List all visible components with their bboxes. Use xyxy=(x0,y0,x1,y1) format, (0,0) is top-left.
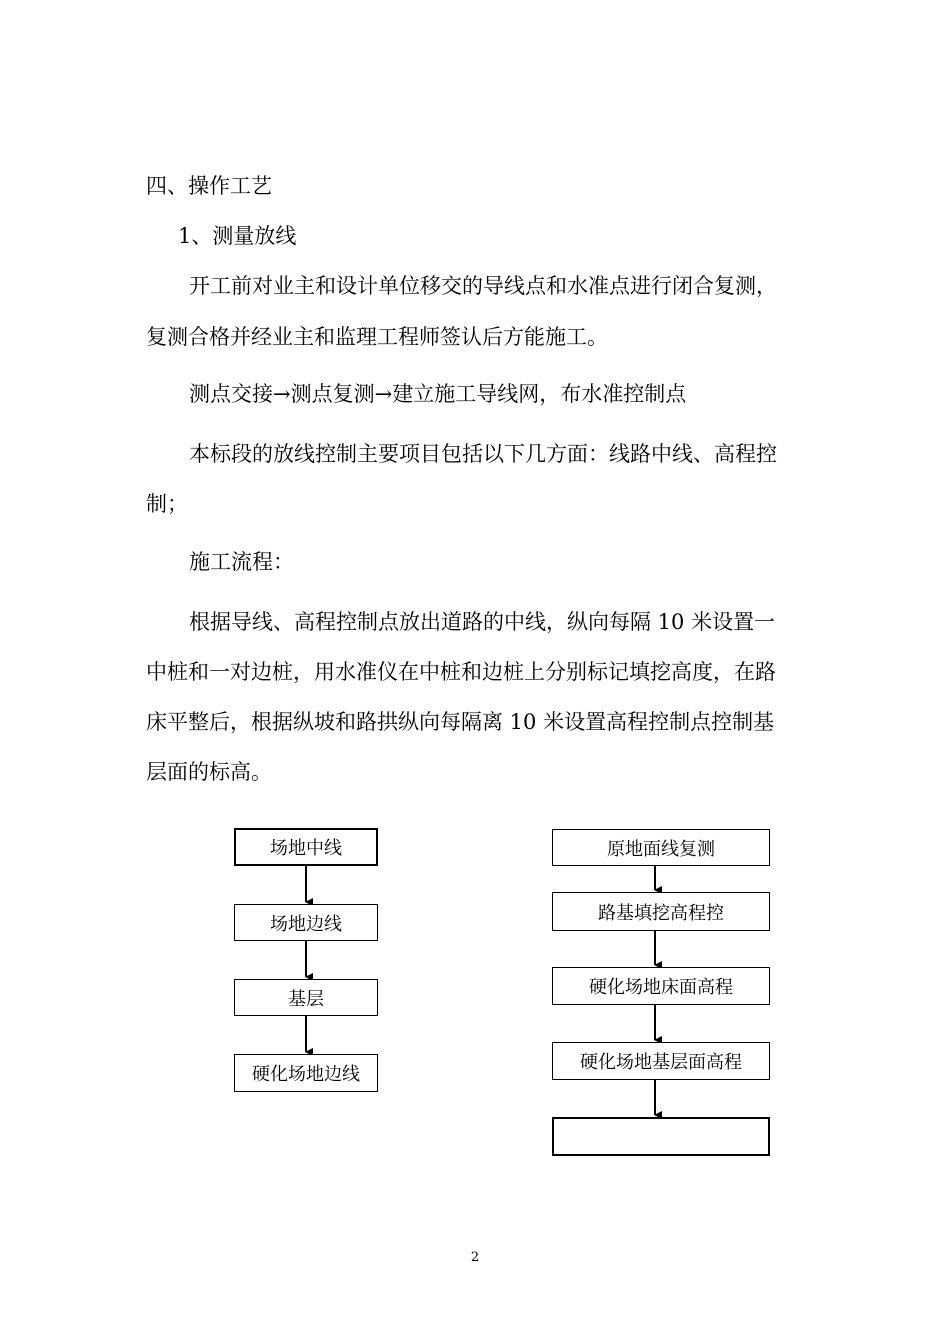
paragraph-3-line-3: 床平整后，根据纵坡和路拱纵向每隔离 10 米设置高程控制点控制基 xyxy=(146,710,775,734)
flow-left-step-2: 场地边线 xyxy=(234,904,378,941)
subsection-heading: 1、测量放线 xyxy=(178,224,297,248)
flow-left-step-1: 场地中线 xyxy=(234,828,378,866)
section-heading: 四、操作工艺 xyxy=(146,174,272,198)
flow-label: 施工流程： xyxy=(189,550,294,574)
page-number: 2 xyxy=(470,1250,480,1265)
paragraph-2-line-2: 制； xyxy=(146,492,188,516)
flow-left-step-3: 基层 xyxy=(234,979,378,1016)
flow-right-step-4: 硬化场地基层面高程 xyxy=(552,1042,770,1080)
paragraph-1-line-2: 复测合格并经业主和监理工程师签认后方能施工。 xyxy=(146,325,608,349)
paragraph-3-line-1: 根据导线、高程控制点放出道路的中线，纵向每隔 10 米设置一 xyxy=(189,610,776,634)
paragraph-1-line-1: 开工前对业主和设计单位移交的导线点和水准点进行闭合复测， xyxy=(189,274,777,298)
flow-right-step-1: 原地面线复测 xyxy=(552,829,770,866)
flow-right-step-2: 路基填挖高程控 xyxy=(552,892,770,931)
paragraph-2-line-1: 本标段的放线控制主要项目包括以下几方面：线路中线、高程控 xyxy=(189,442,777,466)
flow-right-step-3: 硬化场地床面高程 xyxy=(552,967,770,1005)
flow-right-step-5-empty xyxy=(552,1117,770,1156)
paragraph-3-line-4: 层面的标高。 xyxy=(146,760,272,784)
flow-left-step-4: 硬化场地边线 xyxy=(234,1054,378,1092)
paragraph-3-line-2: 中桩和一对边桩，用水准仪在中桩和边桩上分别标记填挖高度，在路 xyxy=(146,660,776,684)
process-line: 测点交接→测点复测→建立施工导线网，布水准控制点 xyxy=(189,382,687,406)
